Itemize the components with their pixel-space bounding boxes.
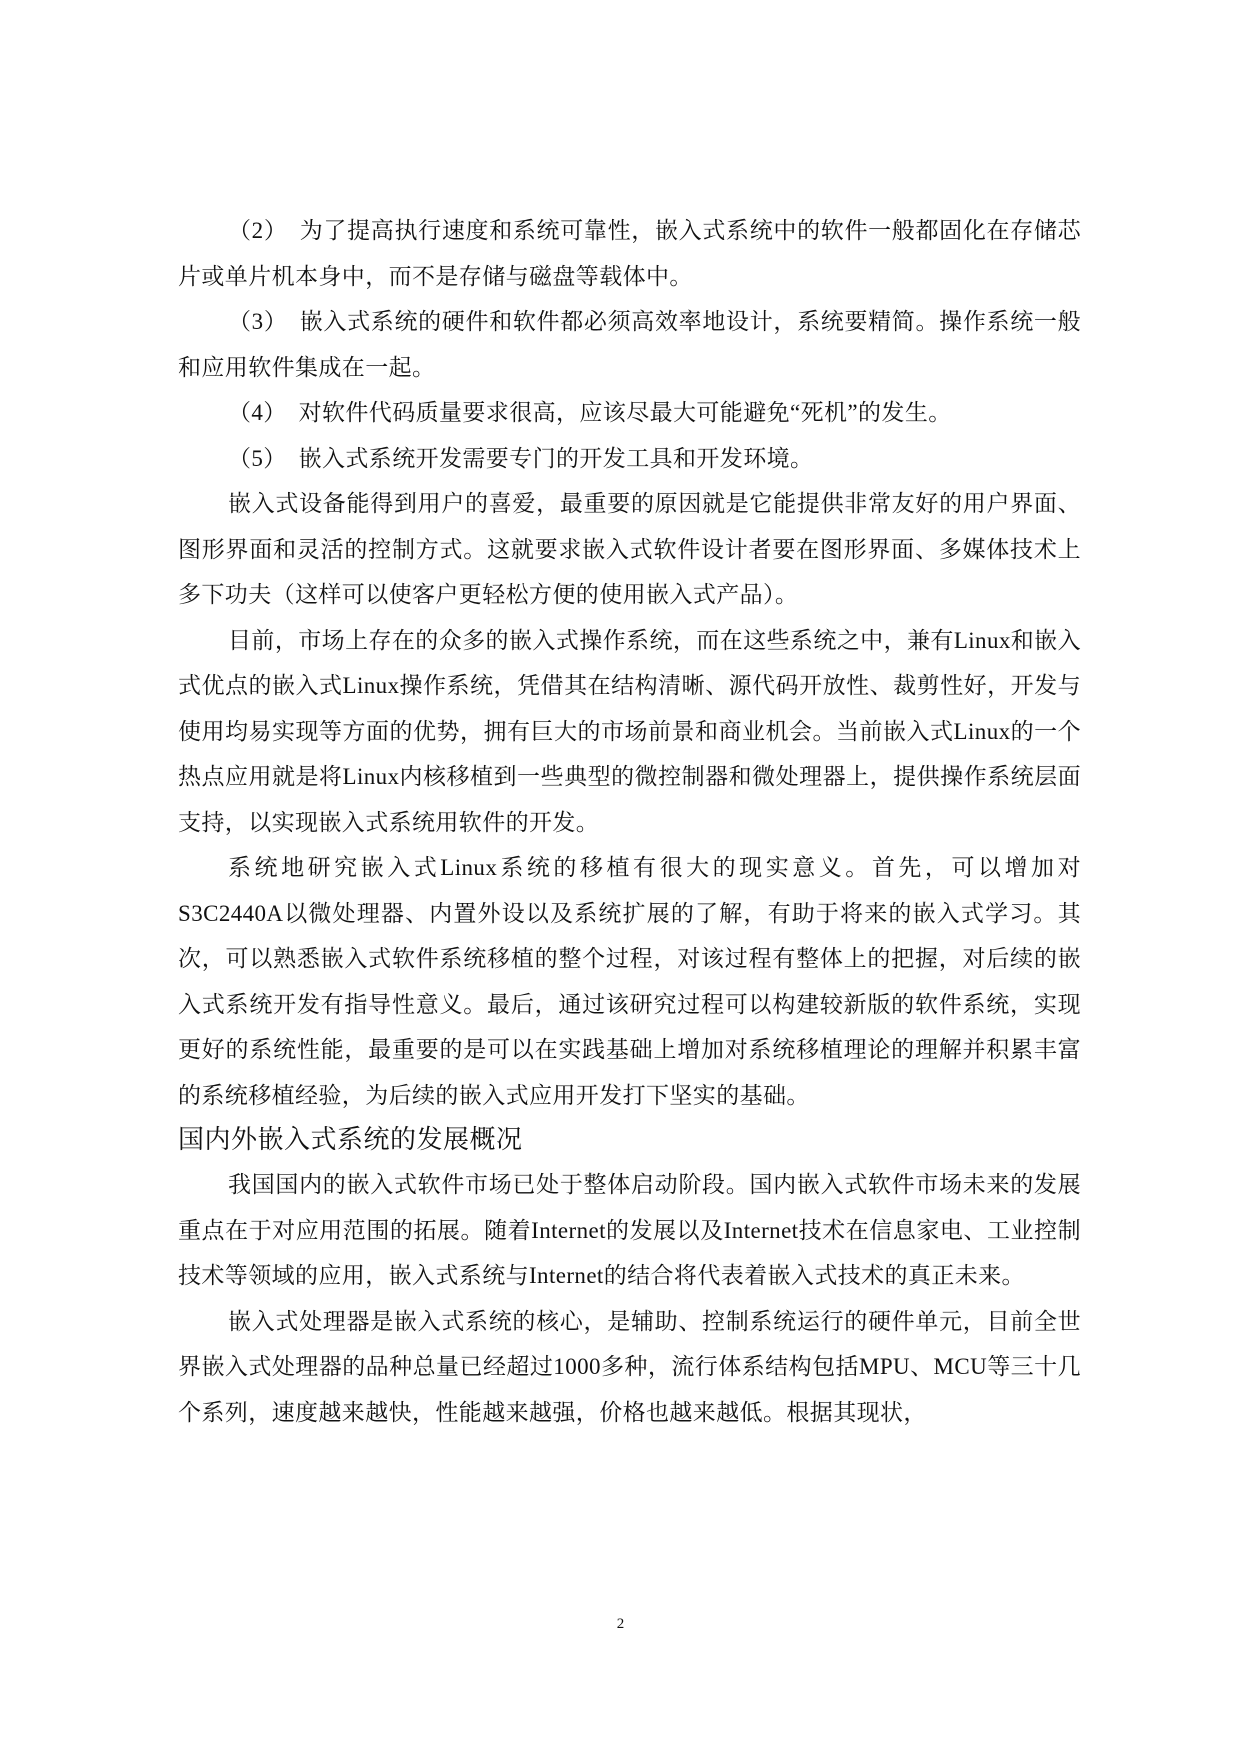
list-item-2: （2） 为了提高执行速度和系统可靠性，嵌入式系统中的软件一般都固化在存储芯片或单片机本身中，而不是存储与磁盘等载体中。 xyxy=(178,218,1081,289)
list-item-4: （4） 对软件代码质量要求很高，应该尽最大可能避免“死机”的发生。 xyxy=(228,400,952,425)
list-item-3: （3） 嵌入式系统的硬件和软件都必须高效率地设计，系统要精简。操作系统一般和应用软件集成在一起。 xyxy=(178,309,1081,380)
page-body xyxy=(178,208,1081,1435)
page-number: 2 xyxy=(616,1616,625,1632)
body-paragraph-ui: 嵌入式设备能得到用户的喜爱，最重要的原因就是它能提供非常友好的用户界面、图形界面和灵活的控制方式。这就要求嵌入式软件设计者要在图形界面、多媒体技术上多下功夫（这样可以使客户更轻松方便的使用嵌入式产品）。 xyxy=(178,491,1081,607)
body-paragraph-linux: 目前，市场上存在的众多的嵌入式操作系统，而在这些系统之中，兼有Linux和嵌入式优点的嵌入式Linux操作系统，凭借其在结构清晰、源代码开放性、裁剪性好，开发与使用均易实现等方面的优势，拥有巨大的市场前景和商业机会。当前嵌入式Linux的一个热点应用就是将Linux内核移植到一些典型的微控制器和微处理器上，提供操作系统层面支持，以实现嵌入式系统用软件的开发。 xyxy=(178,627,1081,835)
body-paragraph-market: 我国国内的嵌入式软件市场已处于整体启动阶段。国内嵌入式软件市场未来的发展重点在于对应用范围的拓展。随着Internet的发展以及Internet技术在信息家电、工业控制技术等领域的应用，嵌入式系统与Internet的结合将代表着嵌入式技术的真正未来。 xyxy=(178,1172,1081,1288)
section-heading: 国内外嵌入式系统的发展概况 xyxy=(178,1125,523,1155)
body-paragraph-significance: 系统地研究嵌入式Linux系统的移植有很大的现实意义。首先，可以增加对S3C2440A以微处理器、内置外设以及系统扩展的了解，有助于将来的嵌入式学习。其次，可以熟悉嵌入式软件系统移植的整个过程，对该过程有整体上的把握，对后续的嵌入式系统开发有指导性意义。最后，通过该研究过程可以构建较新版的软件系统，实现更好的系统性能，最重要的是可以在实践基础上增加对系统移植理论的理解并积累丰富的系统移植经验，为后续的嵌入式应用开发打下坚实的基础。 xyxy=(178,855,1081,1108)
list-item-5: （5） 嵌入式系统开发需要专门的开发工具和开发环境。 xyxy=(228,445,814,471)
body-paragraph-processor: 嵌入式处理器是嵌入式系统的核心，是辅助、控制系统运行的硬件单元，目前全世界嵌入式处理器的品种总量已经超过1000多种，流行体系结构包括MPU、MCU等三十几个系列，速度越来越快，性能越来越强，价格也越来越低。根据其现状， xyxy=(178,1308,1081,1425)
